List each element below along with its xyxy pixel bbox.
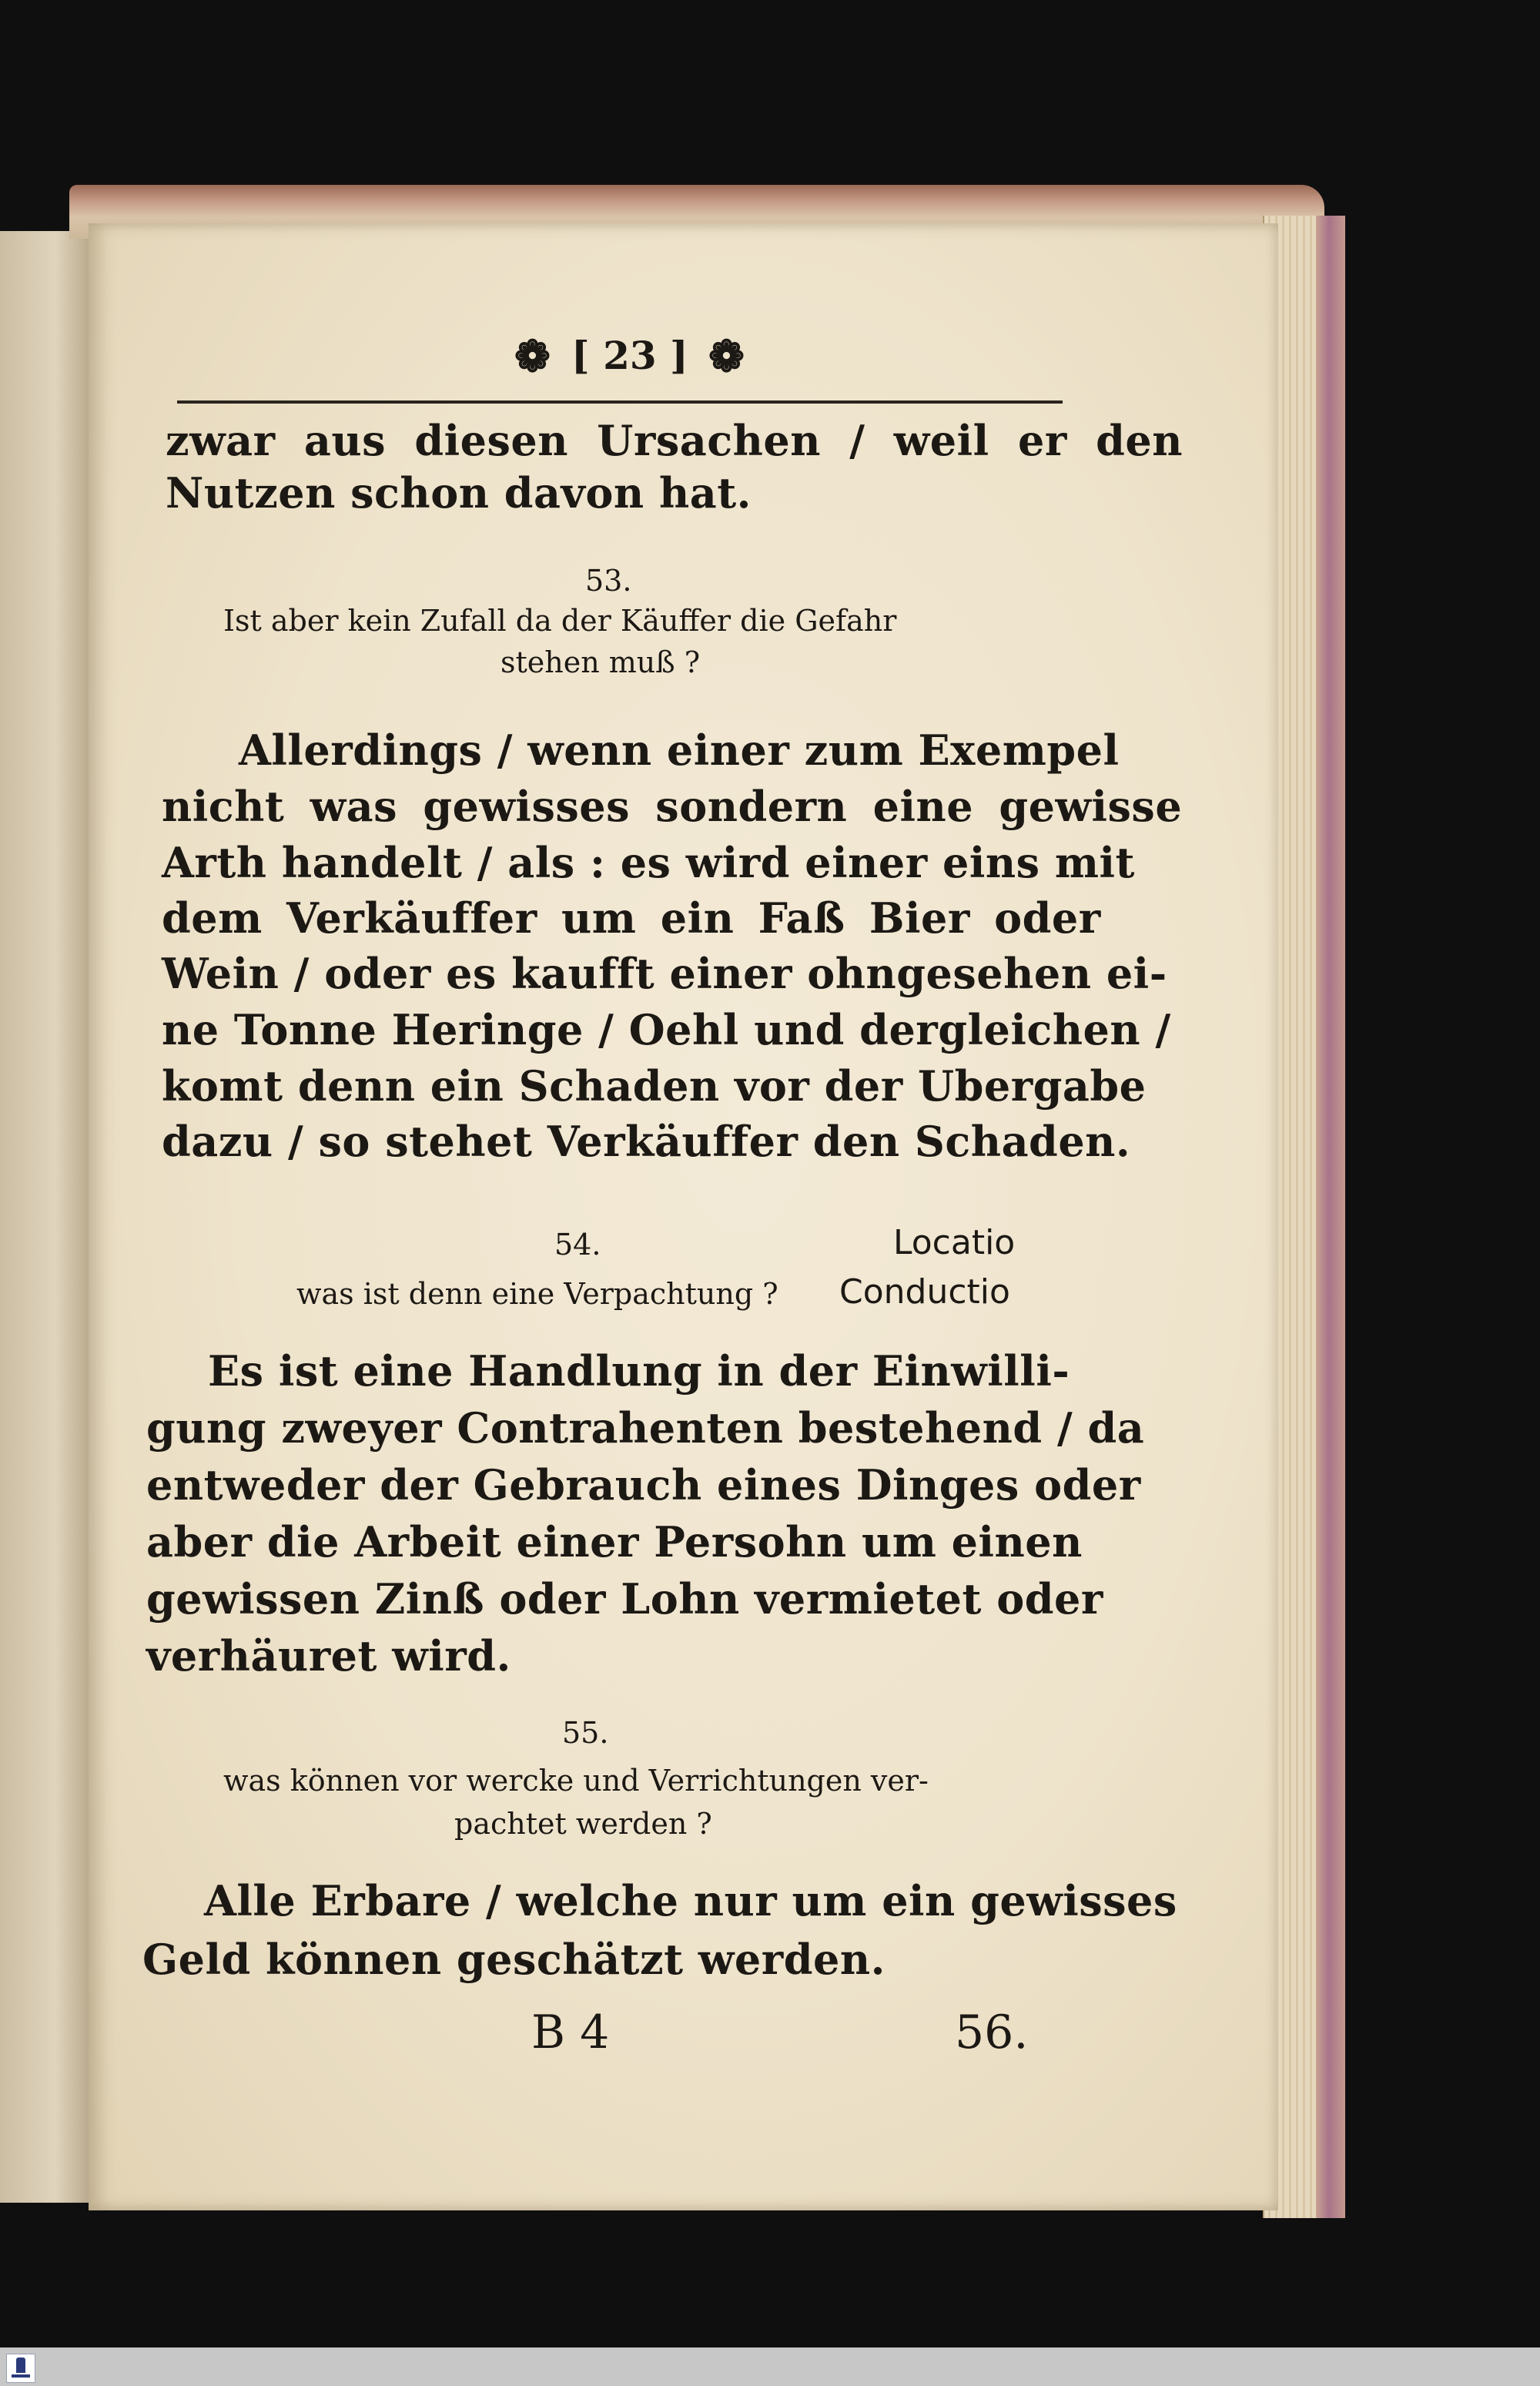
intro-line-1: zwar aus diesen Ursachen / weil er den xyxy=(166,416,1183,465)
answer-54-line-1: Es ist eine Handlung in der Einwilli- xyxy=(208,1346,1070,1396)
answer-55-line-2: Geld können geschätzt werden. xyxy=(142,1935,886,1984)
answer-53-line-3: Arth handelt / als : es wird einer eins mit xyxy=(162,838,1135,887)
question-54-line-1: was ist denn eine Verpachtung ? xyxy=(296,1277,778,1311)
answer-53-line-8: dazu / so stehet Verkäuffer den Schaden. xyxy=(162,1117,1131,1166)
answer-54-line-3: entweder der Gebrauch eines Dinges oder xyxy=(146,1460,1141,1510)
answer-53-line-4: dem Verkäuffer um ein Faß Bier oder xyxy=(162,893,1101,943)
question-number-53: 53. xyxy=(585,564,632,598)
question-53-line-2: stehen muß ? xyxy=(500,645,701,679)
viewer-footer-bar xyxy=(0,2347,1540,2386)
question-number-55: 55. xyxy=(562,1716,609,1750)
signature-mark: B 4 xyxy=(531,2006,610,2059)
question-55-line-2: pachtet werden ? xyxy=(454,1807,712,1841)
catchword: 56. xyxy=(955,2006,1029,2059)
answer-53-line-7: komt denn ein Schaden vor der Ubergabe xyxy=(162,1061,1147,1111)
ornament-left-icon: ❁ xyxy=(514,331,551,382)
question-53-line-1: Ist aber kein Zufall da der Käuffer die Gefahr xyxy=(223,604,897,638)
latin-term-conductio: Conductio xyxy=(839,1272,1010,1312)
header-rule xyxy=(177,400,1063,404)
answer-53-line-2: nicht was gewisses sondern eine gewisse xyxy=(162,782,1183,831)
question-55-line-1: was können vor wercke und Verrichtungen ver- xyxy=(223,1764,929,1798)
answer-55-line-1: Alle Erbare / welche nur um ein gewisses xyxy=(204,1876,1177,1925)
question-number-54: 54. xyxy=(554,1228,601,1262)
ornament-right-icon: ❁ xyxy=(708,331,745,382)
library-logo-icon xyxy=(6,2354,35,2383)
left-page-edge xyxy=(0,231,95,2203)
answer-54-line-5: gewissen Zinß oder Lohn vermietet oder xyxy=(146,1574,1103,1624)
answer-53-line-1: Allerdings / wenn einer zum Exempel xyxy=(239,726,1120,775)
latin-term-locatio: Locatio xyxy=(893,1223,1016,1262)
answer-54-line-2: gung zweyer Contrahenten bestehend / da xyxy=(146,1403,1145,1453)
intro-line-2: Nutzen schon davon hat. xyxy=(166,468,752,518)
answer-53-line-5: Wein / oder es kaufft einer ohngesehen ei- xyxy=(162,949,1167,998)
answer-53-line-6: ne Tonne Heringe / Oehl und dergleichen / xyxy=(162,1005,1171,1054)
answer-54-line-4: aber die Arbeit einer Persohn um einen xyxy=(146,1517,1083,1567)
page-number: [ 23 ] xyxy=(571,333,688,378)
binding-edge xyxy=(1316,216,1345,2218)
answer-54-line-6: verhäuret wird. xyxy=(146,1631,511,1681)
